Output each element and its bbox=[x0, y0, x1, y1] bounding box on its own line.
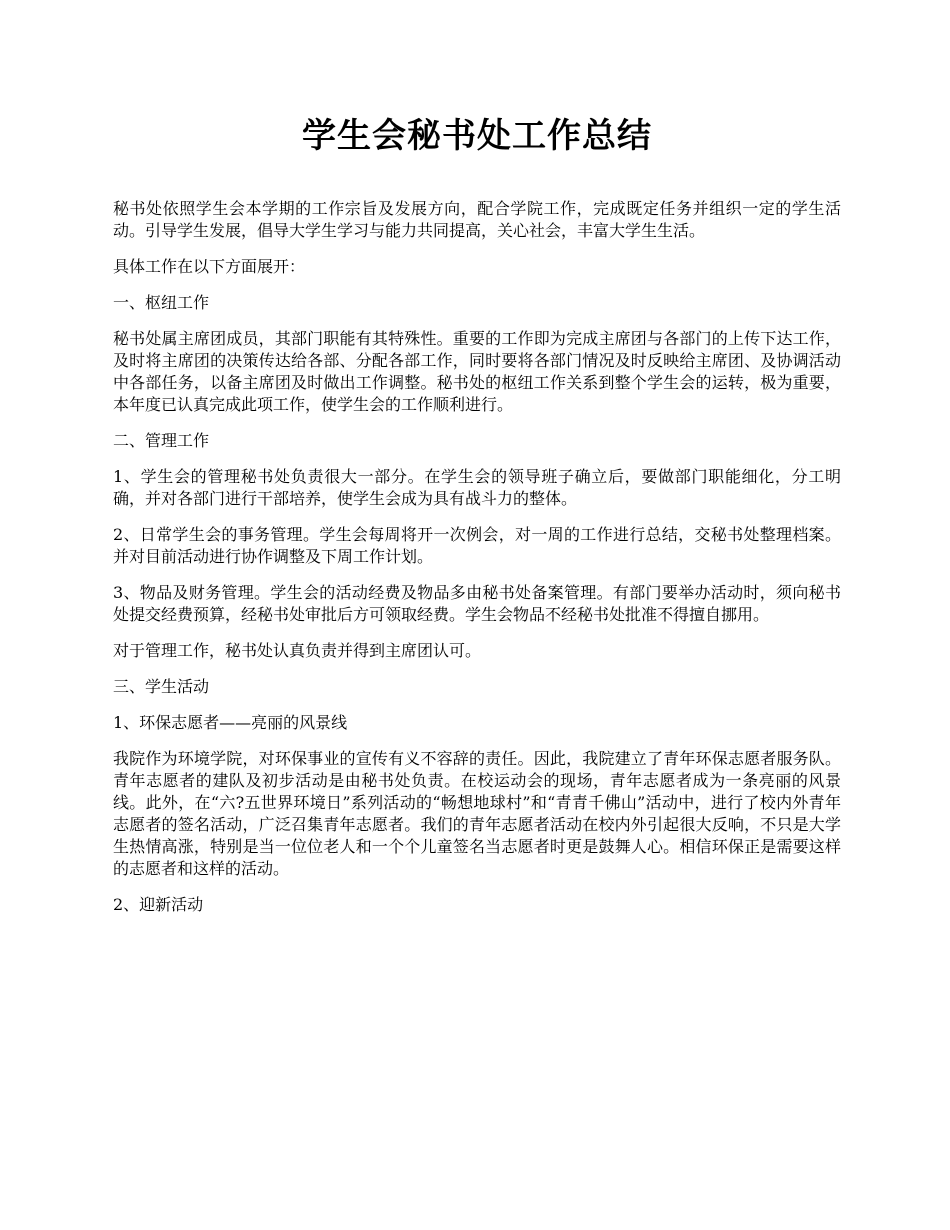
section-heading-student-activities: 三、学生活动 bbox=[113, 677, 210, 696]
intro-paragraph: 秘书处依照学生会本学期的工作宗旨及发展方向，配合学院工作，完成既定任务并组织一定的学生活动。引导学生发展，倡导大学生学习与能力共同提高，关心社会，丰富大学生生活。 bbox=[113, 199, 841, 240]
activity-heading-welcome: 2、迎新活动 bbox=[113, 895, 204, 914]
management-item-1: 1、学生会的管理秘书处负责很大一部分。在学生会的领导班子确立后，要做部门职能细化，分工明确，并对各部门进行干部培养，使学生会成为具有战斗力的整体。 bbox=[113, 467, 841, 508]
overview-line: 具体工作在以下方面展开： bbox=[113, 257, 306, 276]
activity-heading-volunteers: 1、环保志愿者——亮丽的风景线 bbox=[113, 713, 348, 732]
section-heading-hub-work: 一、枢纽工作 bbox=[113, 293, 210, 312]
section-heading-management: 二、管理工作 bbox=[113, 431, 210, 450]
management-summary: 对于管理工作，秘书处认真负责并得到主席团认可。 bbox=[113, 641, 482, 660]
management-item-2: 2、日常学生会的事务管理。学生会每周将开一次例会，对一周的工作进行总结，交秘书处整理档案。并对目前活动进行协作调整及下周工作计划。 bbox=[113, 525, 841, 566]
document-title: 学生会秘书处工作总结 bbox=[302, 116, 652, 156]
management-item-3: 3、物品及财务管理。学生会的活动经费及物品多由秘书处备案管理。有部门要举办活动时，须向秘书处提交经费预算，经秘书处审批后方可领取经费。学生会物品不经秘书处批准不得擅自挪用。 bbox=[113, 583, 841, 624]
document-page bbox=[113, 112, 841, 930]
hub-work-paragraph: 秘书处属主席团成员，其部门职能有其特殊性。重要的工作即为完成主席团与各部门的上传下达工作，及时将主席团的决策传达给各部、分配各部工作，同时要将各部门情况及时反映给主席团、及协调活动中各部任务，以备主席团及时做出工作调整。秘书处的枢纽工作关系到整个学生会的运转，极为重要，本年度已认真完成此项工作，使学生会的工作顺利进行。 bbox=[113, 329, 841, 414]
volunteers-paragraph: 我院作为环境学院，对环保事业的宣传有义不容辞的责任。因此，我院建立了青年环保志愿者服务队。青年志愿者的建队及初步活动是由秘书处负责。在校运动会的现场，青年志愿者成为一条亮丽的风景线。此外，在“六?五世界环境日”系列活动的“畅想地球村”和“青青千佛山”活动中，进行了校内外青年志愿者的签名活动，广泛召集青年志愿者。我们的青年志愿者活动在校内外引起很大反响，不只是大学生热情高涨，特别是当一位位老人和一个个儿童签名当志愿者时更是鼓舞人心。相信环保正是需要这样的志愿者和这样的活动。 bbox=[113, 749, 841, 878]
